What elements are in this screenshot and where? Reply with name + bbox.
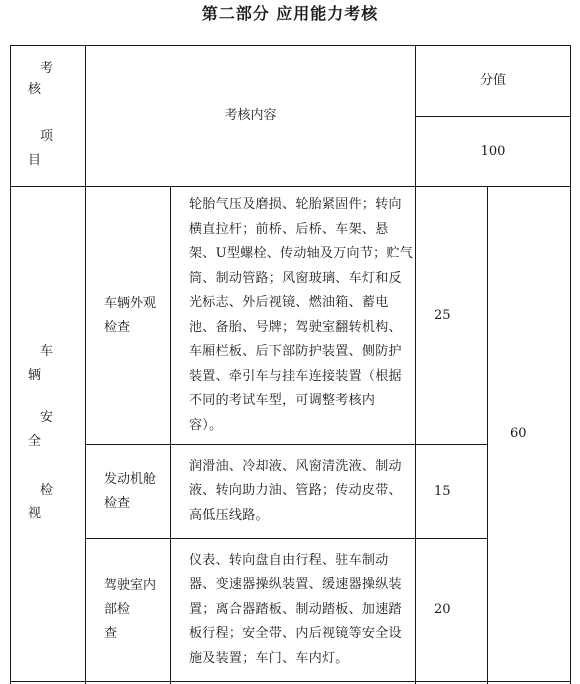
table-row-content [171, 445, 415, 538]
table-divider [10, 681, 570, 682]
content-line: 容）。 [189, 417, 223, 433]
content-line: 施及装置；车门、车内灯。 [189, 650, 349, 666]
section-subtotal: 60 [510, 426, 527, 441]
section-name [11, 187, 85, 681]
header-item-char: 考 [40, 61, 54, 76]
section-name-char: 辆 [28, 368, 42, 383]
header-score-column: 分值 [479, 73, 506, 88]
content-line: 液、转向助力油、管路；传动皮带、 [189, 483, 402, 499]
header-item-column [11, 46, 85, 186]
section-name-char: 检 [40, 483, 54, 498]
item-line: 检查 [104, 319, 131, 335]
item-line: 查 [104, 626, 118, 641]
content-line: 车厢栏板、后下部防护装置、侧防护 [189, 344, 402, 359]
table-row-score: 25 [434, 307, 451, 323]
table-row-content [171, 539, 415, 681]
item-line: 车辆外观 [104, 295, 157, 311]
table-row-item [86, 187, 170, 444]
header-item-char: 项 [40, 129, 54, 144]
content-line: 光标志、外后视镜、燃油箱、蓄电 [189, 295, 389, 310]
content-line: 仪表、转向盘自由行程、驻车制动 [189, 552, 389, 568]
table-row-item [86, 539, 170, 681]
header-item-char: 核 [28, 82, 42, 97]
table-row-content [171, 187, 415, 444]
section-name-char: 车 [40, 344, 54, 359]
content-line: 板行程；安全带、内后视镜等安全设 [189, 626, 402, 642]
item-line: 驾驶室内 [104, 578, 157, 593]
table-row-score: 15 [434, 483, 451, 499]
item-line: 发动机舱 [104, 471, 157, 487]
table-row-item [86, 445, 170, 538]
page-title: 第二部分 应用能力考核 [201, 4, 379, 23]
item-line: 部检 [104, 602, 131, 617]
content-line: 不同的考试车型，可调整考核内 [189, 393, 376, 408]
header-score-total: 100 [480, 143, 506, 159]
content-line: 润滑油、冷却液、风窗清洗液、制动 [189, 458, 402, 474]
section-name-char: 视 [28, 506, 42, 521]
content-line: 置；离合器踏板、制动踏板、加速踏 [189, 601, 402, 617]
content-line: 轮胎气压及磨损、轮胎紧固件；转向 [189, 197, 402, 212]
header-item-char: 目 [28, 153, 42, 168]
item-line: 检查 [104, 495, 131, 511]
table-border-right [570, 45, 571, 684]
content-line: 池、备胎、号牌；驾驶室翻转机构、 [189, 319, 402, 335]
table-row-score: 20 [434, 602, 451, 617]
content-line: 架、U型螺栓、传动轴及万向节；贮气 [189, 246, 414, 261]
header-content-column: 考核内容 [224, 108, 277, 123]
section-name-char: 安 [40, 410, 54, 425]
content-line: 筒、制动管路；风窗玻璃、车灯和反 [189, 270, 402, 286]
content-line: 横直拉杆；前桥、后桥、车架、悬 [189, 221, 389, 237]
content-line: 高低压线路。 [189, 507, 269, 523]
content-line: 装置、牵引车与挂车连接装置（根据 [189, 368, 402, 384]
content-line: 器、变速器操纵装置、缓速器操纵装 [189, 577, 402, 593]
section-name-char: 全 [28, 434, 42, 449]
